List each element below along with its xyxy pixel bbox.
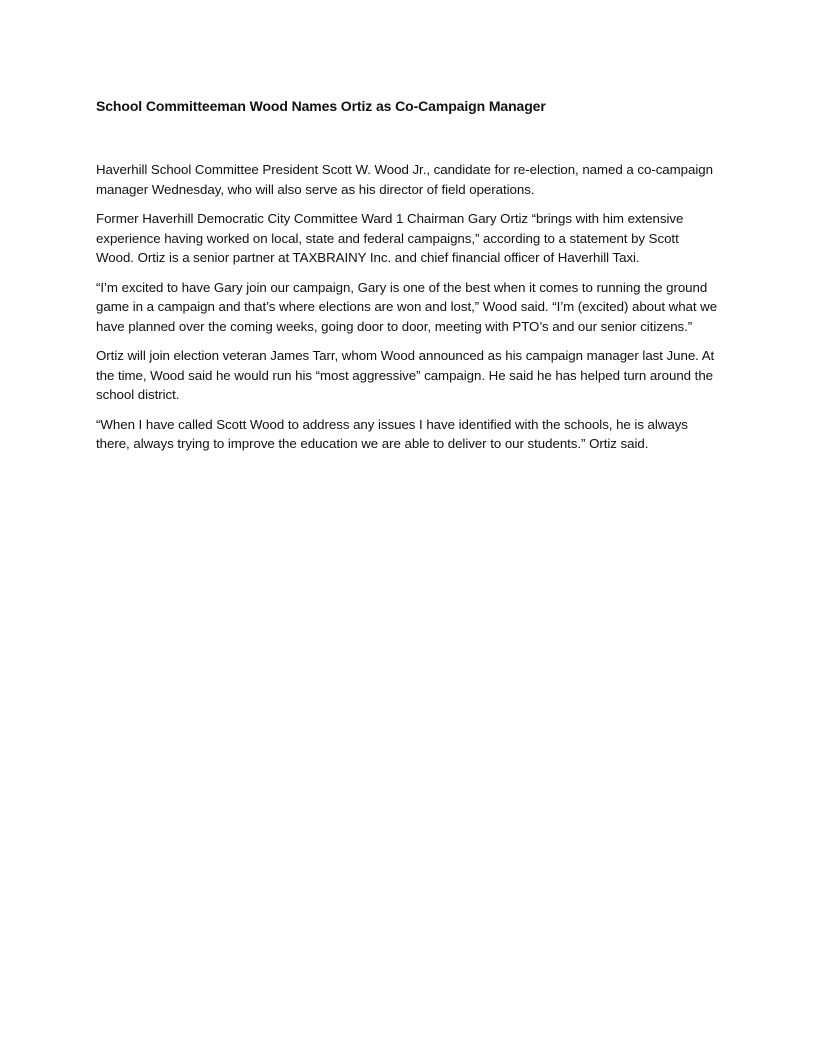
document-content (96, 96, 720, 464)
paragraph: Haverhill School Committee President Scott W. Wood Jr., candidate for re-election, named a co-campaign manager Wednesday, who will also serve as his director of field operations. (96, 162, 713, 197)
article-body (96, 160, 720, 454)
paragraph: Former Haverhill Democratic City Committee Ward 1 Chairman Gary Ortiz “brings with him extensive experience having worked on local, state and federal campaigns,” according to a statement by Scott Wood. Ortiz is a senior partner at TAXBRAINY Inc. and chief financial officer of Haverhill Taxi. (96, 211, 684, 265)
paragraph: “I’m excited to have Gary join our campaign, Gary is one of the best when it comes to running the ground game in a campaign and that’s where elections are won and lost,” Wood said. “I’m (excited) about what we have planned over the coming weeks, going door to door, meeting with PTO’s and our senior citizens.” (96, 279, 718, 334)
headline: School Committeeman Wood Names Ortiz as Co-Campaign Manager (96, 98, 546, 114)
paragraph: “When I have called Scott Wood to address any issues I have identified with the schools, he is always there, always trying to improve the education we are able to deliver to our students.” Ortiz said. (96, 416, 688, 451)
paragraph: Ortiz will join election veteran James Tarr, whom Wood announced as his campaign manager last June. At the time, Wood said he would run his “most aggressive” campaign. He said he has helped turn around the school district. (96, 348, 715, 402)
